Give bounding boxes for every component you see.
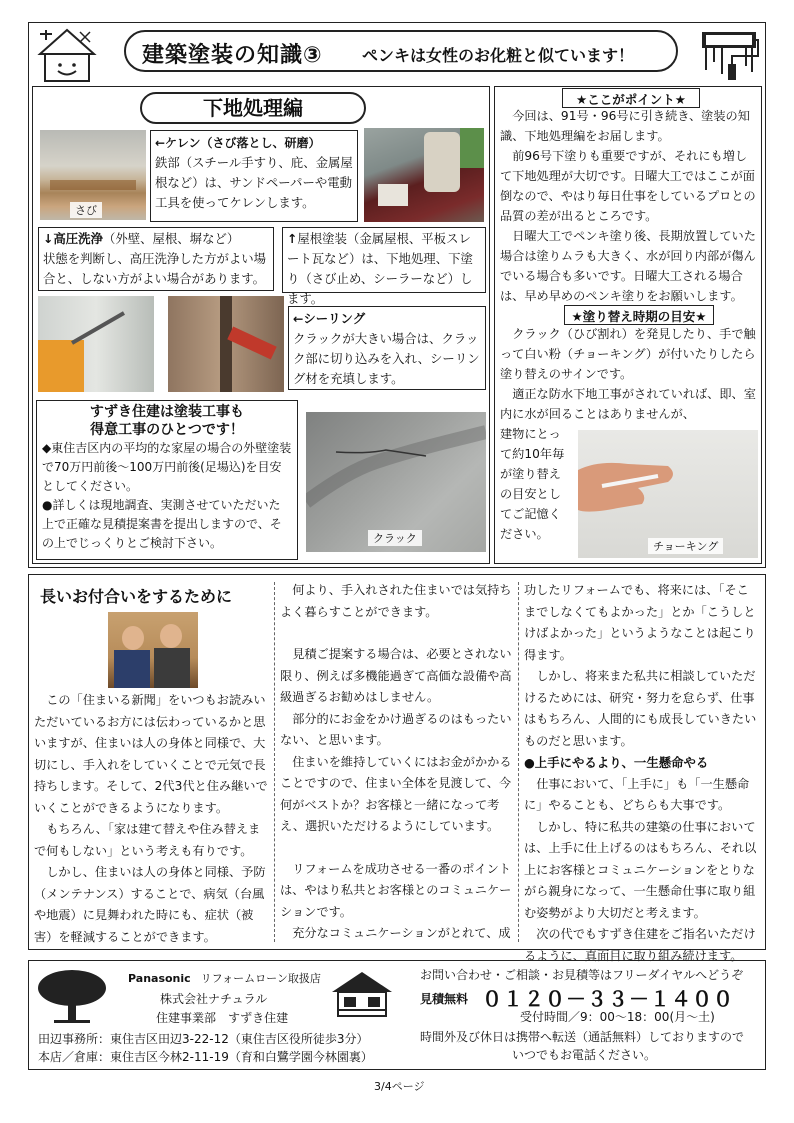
footer-brand-rest: リフォームローン取扱店: [200, 972, 321, 985]
article-col3-heading: ●上手にやるより、一生懸命やる: [524, 755, 709, 770]
crack-caption: クラック: [368, 530, 422, 546]
article-col1-p1: この「住まいる新聞」をいつもお読みいただいているお方には伝わっているかと思いますが、住まいは人の身体と同様で、大切にし、手入れをしていくことで元気で長持ちします。そして、2代3代と住み継いでいくことができるようになります。: [34, 693, 268, 815]
house-icon: [330, 970, 394, 1018]
footer-dept: 住建事業部 すずき住建: [156, 1011, 289, 1025]
footer-after-hours-2: いつでもお電話ください。: [512, 1048, 657, 1062]
wash-heading: ↓高圧洗浄: [43, 231, 103, 246]
kelen-heading: ←ケレン（さび落とし、研磨）: [155, 136, 321, 150]
roof-heading: ↑: [287, 231, 298, 246]
article-col3-p1: 功したリフォームでも、将来には、「そこまでしなくてもよかった」とか「こうしとけばよかった」というようなことは起こり得ます。: [524, 583, 756, 662]
article-col2-p6: 充分なコミュニケーションがとれて、成: [292, 926, 511, 940]
promo-title-1: すずき住建は塗装工事も: [89, 404, 245, 420]
roof-painting-photo: [364, 128, 484, 222]
point-title: ★ここがポイント★: [576, 92, 686, 107]
sealing-box: [288, 306, 486, 390]
rust-caption: さび: [70, 202, 102, 218]
header-subtitle: ペンキは女性のお化粧と似ています！: [362, 46, 635, 65]
article-column-3: [524, 580, 760, 967]
footer-after-hours-1: 時間外及び休日は携帯へ転送（通話無料）しておりますので: [420, 1030, 745, 1044]
footer-brand: Panasonic: [128, 972, 191, 985]
point-paragraph-1: 今回は、91号・96号に引き続き、塗装の知識、下地処理編をお届します。: [500, 109, 750, 143]
sealing-photo: [168, 296, 284, 392]
header-banner: [124, 30, 678, 72]
sealing-body: クラックが大きい場合は、クラック部に切り込みを入れ、シーリング材を充填します。: [293, 331, 480, 386]
wash-box: [38, 227, 274, 291]
timing-text: [500, 324, 758, 424]
roof-body: 屋根塗装（金属屋根、平板スレート瓦など）は、下地処理、下塗り（さび止め、シーラーなど）します。: [287, 231, 473, 306]
article-col2-p5: リフォームを成功させる一番のポイントは、やはり私共とお客様とのコミュニケーションです。: [280, 861, 512, 919]
timing-title-box: [564, 305, 714, 325]
wash-heading-rest: （外壁、屋根、塀など）: [102, 231, 240, 246]
timing-paragraph-2: 適正な防水下地工事がされていれば、即、室内に水が回ることはありませんが、: [500, 387, 756, 421]
footer-brand-line: [128, 970, 321, 986]
header-title: 建築塗装の知識③: [142, 43, 323, 68]
article-col3-p2: しかし、将来また私共に相談していただけるためには、研究・努力を怠らず、仕事はもちろん、人間的にも成長していきたいものだと思います。: [524, 669, 757, 748]
footer-contact-intro: お問い合わせ・ご相談・お見積等はフリーダイヤルへどうぞ: [420, 968, 744, 982]
article-col2-p3: 部分的にお金をかけ過ぎるのはもったいない、と思います。: [280, 711, 512, 747]
promo-item-1: ◆東住吉区内の平均的な家屋の場合の外壁塗装で70万円前後～100万円前後(足場込)を目安としてください。: [42, 441, 292, 493]
article-col1-p3: しかし、住まいは人の身体と同様、予防（メンテナンス）することで、病気（台風や地震）に見舞われた時にも、症状（被害）を軽減することができます。: [34, 865, 266, 944]
tree-icon: [34, 966, 110, 1026]
article-col2-p4: 住まいを維持していくにはお金がかかることですので、住まい全体を見渡して、今何がベストか？お客様と一緒になって考え、選択いただけるようにしています。: [280, 754, 512, 833]
wash-body: 状態を判断し、高圧洗浄した方がよい場合と、しない方がよい場合があります。: [43, 251, 267, 286]
point-paragraph-3: 日曜大工でペンキ塗り後、長期放置していた場合は塗りムラも大きく、水が回り内部が傷んでいる場合も多いです。日曜大工される場合は、早め早めのペンキ塗りをお願いします。: [500, 229, 756, 303]
section-title: 下地処理編: [203, 96, 303, 120]
article-col3-p4: しかし、特に私共の建築の仕事においては、上手に仕上げるのはもちろん、それ以上にお客様とコミュニケーションをとりながら親身になって、一生懸命仕事に取り組む姿勢がより大切だと考えます。: [524, 819, 757, 920]
article-col2-p2: 見積ご提案する場合は、必要とされない限り、例えば多機能過ぎて高価な設備や高級過ぎるお勧めはしません。: [280, 647, 512, 704]
promo-title-2: 得意工事のひとつです！: [90, 422, 244, 438]
staff-photo: [108, 612, 198, 688]
timing-paragraph-1: クラック（ひび割れ）を発見したり、手で触って白い粉（チョーキング）が付いたりしたら塗り替えのサインです。: [500, 327, 756, 381]
column-divider-1: [274, 582, 275, 942]
article-col3-p5: 次の代でもすずき住建をご指名いただけるように、真面目に取り組み続けます。: [524, 927, 756, 963]
paint-roller-icon: [698, 26, 760, 82]
chalking-caption: チョーキング: [648, 538, 723, 554]
kelen-box: [150, 130, 358, 222]
roof-box: [282, 227, 486, 306]
promo-box: [36, 400, 298, 560]
chalking-photo: [578, 430, 758, 558]
article-col1-p2: もちろん、「家は建て替えや住み替えまで何もしない」という考えも有りです。: [34, 822, 261, 858]
footer-phone[interactable]: ０１２０－３３－１４００: [482, 987, 734, 1011]
column-divider-2: [518, 582, 519, 942]
rust-photo: [40, 130, 146, 220]
footer-office-1: 田辺事務所：東住吉区田辺3-22-12（東住吉区役所徒歩3分）: [38, 1032, 369, 1046]
house-smile-icon: [36, 26, 98, 84]
footer-hours: 受付時間／9：00～18：00(月～土): [520, 1010, 715, 1024]
crack-photo: [306, 412, 486, 552]
promo-item-2: ●詳しくは現地調査、実測させていただいた上で正確な見積提案書を提出しますので、その上でじっくりとご検討下さい。: [42, 498, 282, 550]
article-column-1: [34, 690, 268, 948]
point-paragraph-2: 前96号下塗りも重要ですが、それにも増して下地処理が大切です。日曜大工ではここが面倒なので、やはり毎日仕事をしているプロとの品質の差が出るところです。: [500, 149, 756, 223]
page-number: 3/4ページ: [374, 1080, 425, 1093]
point-text: [500, 106, 758, 306]
timing-title: ★塗り替え時期の目安★: [571, 309, 707, 324]
footer-office-2: 本店／倉庫：東住吉区今林2-11-19（育和白鷺学園今林園裏）: [38, 1050, 373, 1064]
pressure-wash-photo: [38, 296, 154, 392]
point-title-box: [562, 88, 700, 108]
footer-company: 株式会社ナチュラル: [160, 992, 268, 1006]
sealing-heading: ←シーリング: [293, 311, 366, 326]
section-title-pill: [140, 92, 366, 124]
kelen-body: 鉄部（スチール手すり、庇、金属屋根など）は、サンドペーパーや電動工具を使ってケレンします。: [155, 155, 353, 210]
article-col3-p3: 仕事において、「上手に」も「一生懸命に」やることも、どちらも大事です。: [524, 776, 750, 812]
timing-paragraph-3: 建物にとって約10年毎が塗り替えの目安としてご記憶ください。: [500, 427, 565, 541]
article-column-2: [280, 580, 512, 945]
article-title: 長いお付合いをするために: [40, 587, 233, 606]
article-col2-p1: 何より、手入れされた住まいでは気持ちよく暮らすことができます。: [280, 583, 512, 619]
footer-free-label: 見積無料: [420, 992, 469, 1006]
